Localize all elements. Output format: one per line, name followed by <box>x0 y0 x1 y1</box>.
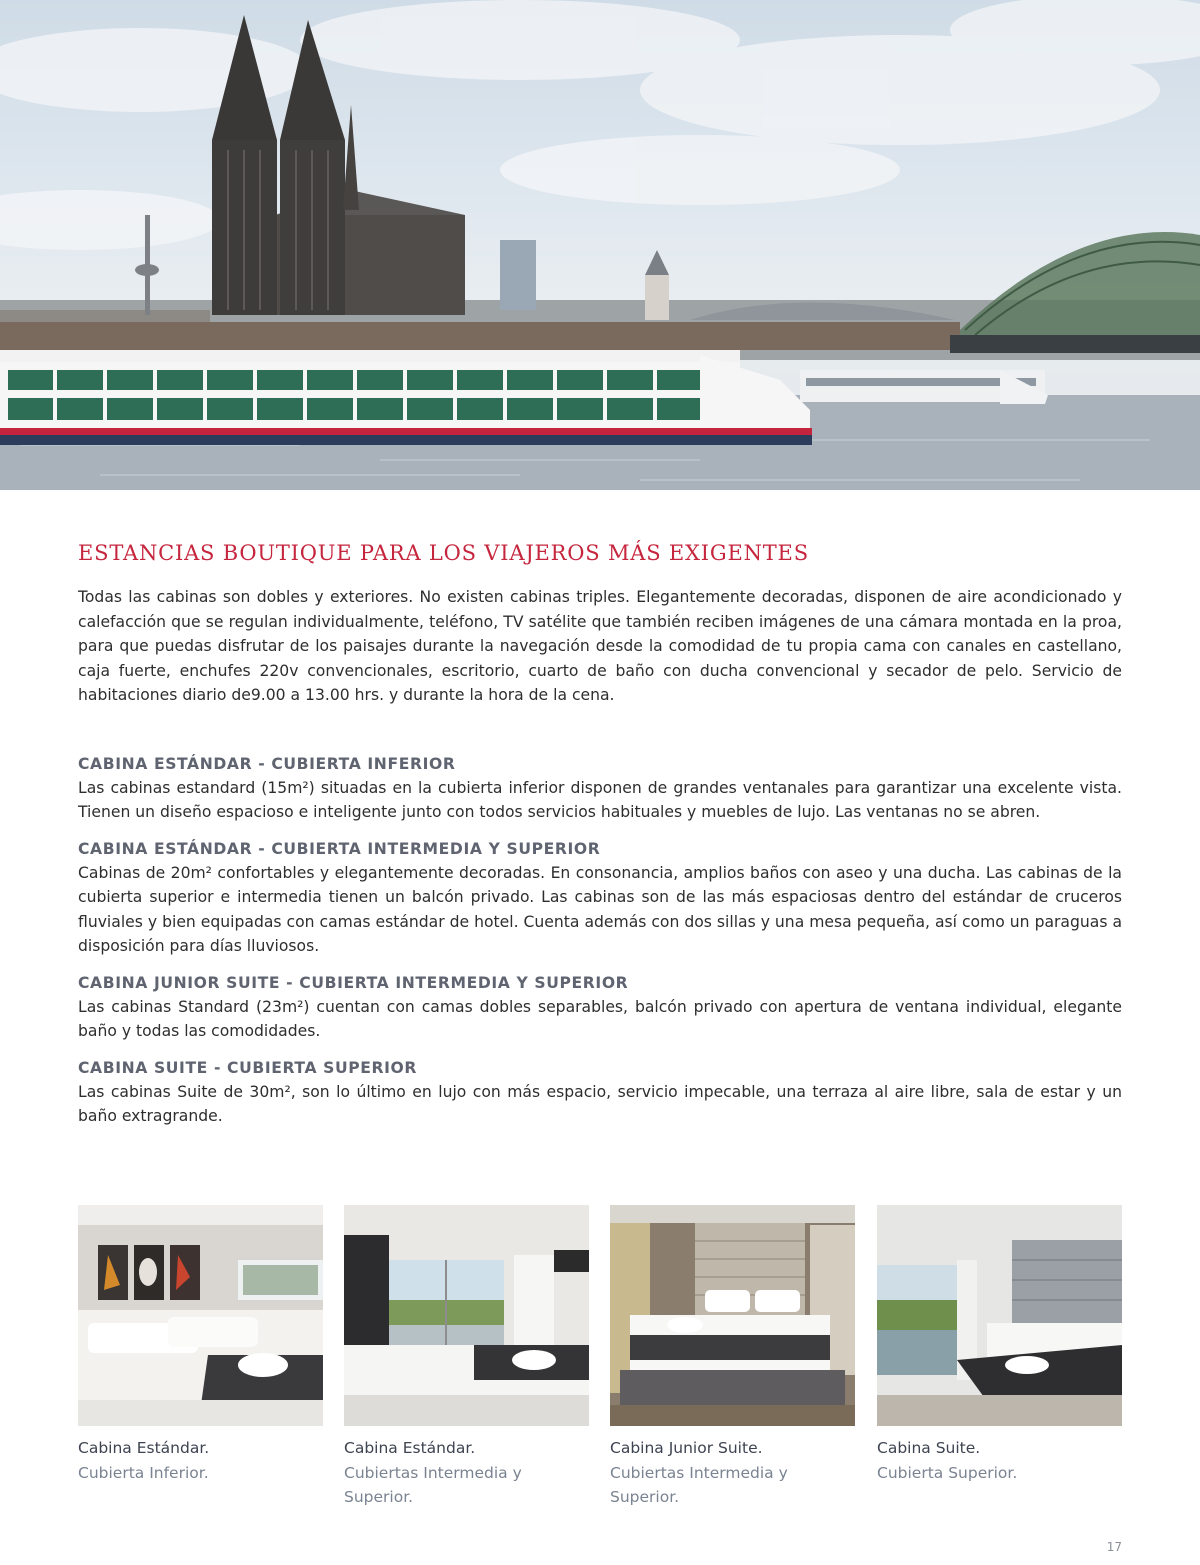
bedroom-image <box>78 1205 323 1426</box>
page-number: 17 <box>1106 1540 1122 1554</box>
photo-caption <box>344 1436 589 1510</box>
cabin-photo-gallery <box>78 1205 1122 1505</box>
article-content <box>78 537 1122 1141</box>
cabin-title: CABINA SUITE - CUBIERTA SUPERIOR <box>78 1058 417 1077</box>
photo-caption <box>610 1436 855 1510</box>
caption-title: Cabina Estándar. <box>344 1439 476 1457</box>
cabin-photo <box>344 1205 589 1426</box>
caption-title: Cabina Junior Suite. <box>610 1439 763 1457</box>
caption-subtitle: Cubiertas Intermedia y Superior. <box>344 1463 522 1506</box>
caption-subtitle: Cubiertas Intermedia y Superior. <box>610 1463 788 1506</box>
caption-subtitle: Cubierta Superior. <box>877 1463 1018 1482</box>
cabin-section-suite <box>78 1056 1122 1129</box>
cabin-section-junior-suite <box>78 971 1122 1044</box>
cabin-title: CABINA ESTÁNDAR - CUBIERTA INTERMEDIA Y SUPERIOR <box>78 839 601 858</box>
bedroom-image <box>344 1205 589 1426</box>
cabin-title: CABINA ESTÁNDAR - CUBIERTA INFERIOR <box>78 754 456 773</box>
cabin-photo <box>877 1205 1122 1426</box>
cabin-description: Las cabinas Standard (23m²) cuentan con camas dobles separables, balcón privado con apertura de ventana individual, elegante baño y todas las comodidades. <box>78 997 1122 1040</box>
cabin-description: Cabinas de 20m² confortables y elegantemente decoradas. En consonancia, amplios baños con aseo y una ducha. Las cabinas de la cubierta superior e intermedia tienen un balcón privado. Las cabinas son de las más espaciosas dentro del estándar de cruceros fluviales y bien equipadas con camas estándar de hotel. Cuenta además con dos sillas y una mesa pequeña, así como un paraguas a disposición para días lluviosos. <box>78 863 1122 955</box>
photo-card-estandar-intermedia <box>344 1205 589 1510</box>
photo-card-suite <box>877 1205 1122 1485</box>
bedroom-image <box>610 1205 855 1426</box>
photo-caption <box>877 1436 1122 1485</box>
photo-card-junior-suite <box>610 1205 855 1510</box>
hero-photo <box>0 0 1200 490</box>
intro-paragraph: Todas las cabinas son dobles y exteriores. No existen cabinas triples. Elegantemente decoradas, disponen de aire acondicionado y calefacción que se regulan individualmente, teléfono, TV satélite que también reciben imágenes de una cámara montada en la proa, para que puedas disfrutar de los paisajes durante la navegación desde la comodidad de tu propia cama con canales en castellano, caja fuerte, enchufes 220v convencionales, escritorio, cuarto de baño con ducha convencional y secador de pelo. Servicio de habitaciones diario de9.00 a 13.00 hrs. y durante la hora de la cena. <box>78 588 1122 704</box>
photo-caption <box>78 1436 323 1485</box>
caption-title: Cabina Estándar. <box>78 1439 210 1457</box>
cabin-title: CABINA JUNIOR SUITE - CUBIERTA INTERMEDIA Y SUPERIOR <box>78 973 629 992</box>
caption-subtitle: Cubierta Inferior. <box>78 1463 209 1482</box>
cabin-section-estandar-intermedia-superior <box>78 837 1122 959</box>
photo-card-estandar-inferior <box>78 1205 323 1485</box>
cabin-photo <box>78 1205 323 1426</box>
caption-title: Cabina Suite. <box>877 1439 981 1457</box>
hero-cologne-cathedral-image <box>0 0 1200 490</box>
cabin-section-estandar-inferior <box>78 752 1122 825</box>
cabin-description: Las cabinas estandard (15m²) situadas en la cubierta inferior disponen de grandes ventanales para garantizar una excelente vista. Tienen un diseño espacioso e inteligente junto con todos servicios habituales y muebles de lujo. Las ventanas no se abren. <box>78 778 1122 821</box>
bedroom-image <box>877 1205 1122 1426</box>
cabin-description: Las cabinas Suite de 30m², son lo último en lujo con más espacio, servicio impecable, una terraza al aire libre, sala de estar y un baño extragrande. <box>78 1082 1122 1125</box>
cabin-list <box>78 752 1122 1129</box>
page-title: ESTANCIAS BOUTIQUE PARA LOS VIAJEROS MÁS EXIGENTES <box>78 541 809 565</box>
cabin-photo <box>610 1205 855 1426</box>
